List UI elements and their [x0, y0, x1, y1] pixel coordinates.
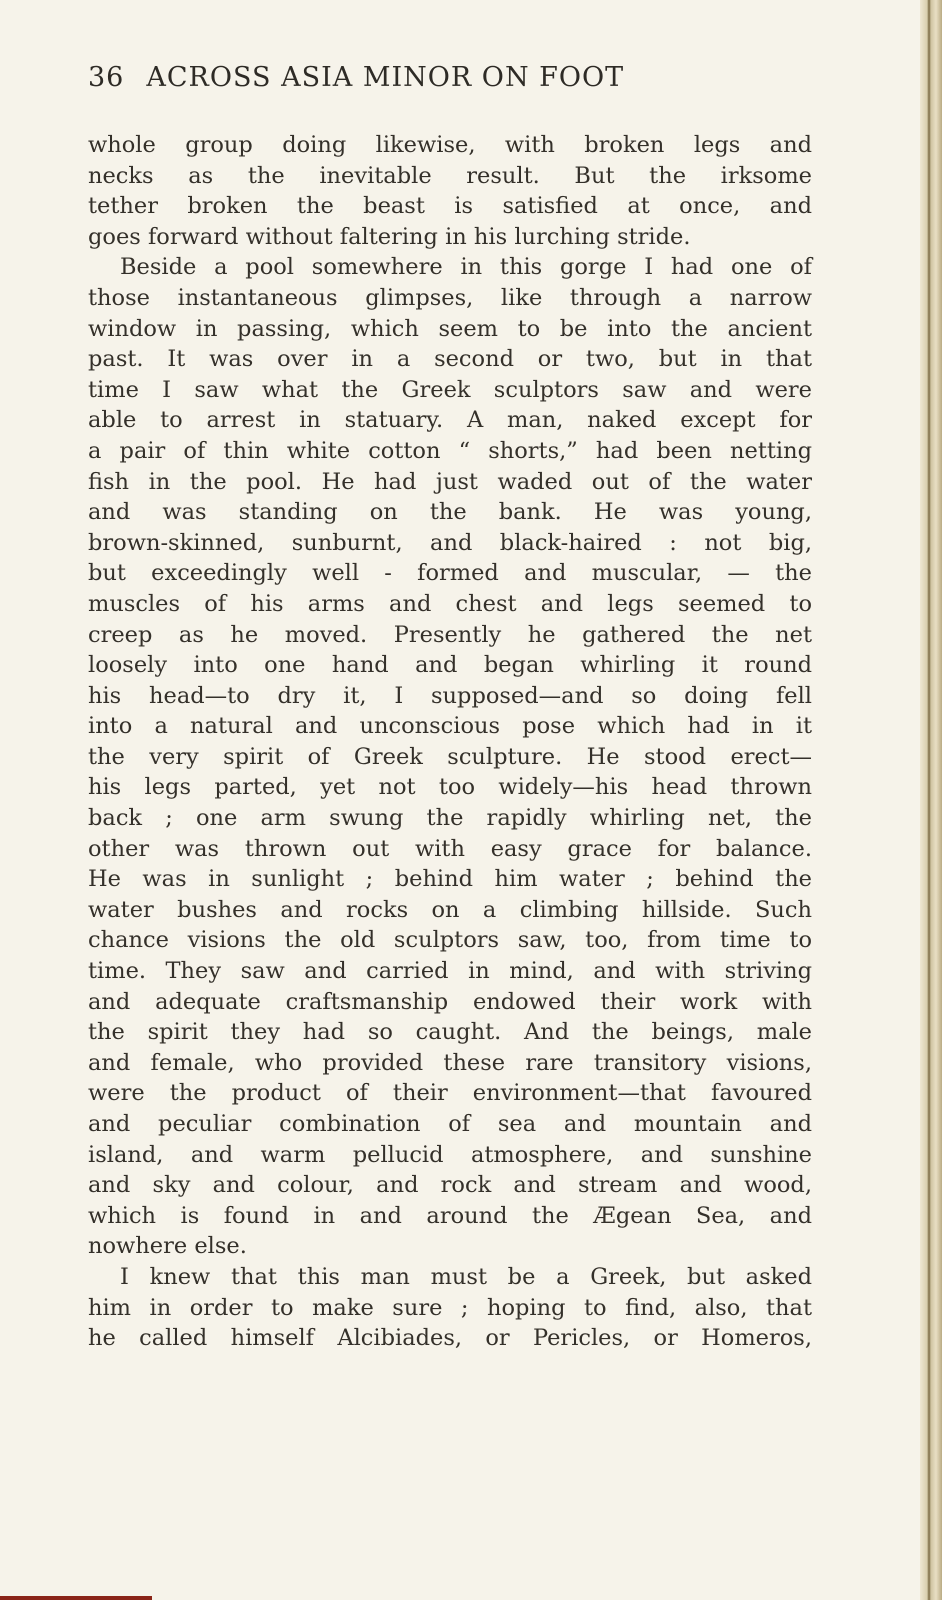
running-header [88, 62, 828, 93]
text-line: his head—to dry it, I supposed—and so doing fell [88, 682, 812, 709]
text-line: time. They saw and carried in mind, and with striving [88, 958, 812, 985]
text-line: his legs parted, yet not too widely—his head thrown [88, 774, 812, 801]
page-edge [920, 0, 942, 1600]
text-line: were the product of their environment—that favoured [88, 1080, 812, 1107]
text-line: nowhere else. [88, 1233, 247, 1260]
text-line: back ; one arm swung the rapidly whirling net, the [88, 805, 812, 832]
text-line: tether broken the beast is satisfied at once, and [88, 193, 812, 220]
body-text [88, 130, 812, 1354]
text-line: goes forward without faltering in his lurching stride. [88, 223, 691, 250]
text-line: I knew that this man must be a Greek, but asked [120, 1263, 812, 1290]
text-line: he called himself Alcibiades, or Pericles, or Homeros, [88, 1325, 812, 1352]
text-line: into a natural and unconscious pose which had in it [88, 713, 812, 740]
text-line: the very spirit of Greek sculpture. He stood erect— [88, 743, 812, 770]
text-line: a pair of thin white cotton “ shorts,” had been netting [88, 437, 812, 464]
text-line: fish in the pool. He had just waded out of the water [88, 468, 812, 495]
text-line: Beside a pool somewhere in this gorge I had one of [120, 254, 812, 281]
text-line: brown-skinned, sunburnt, and black-haired : not big, [88, 529, 812, 556]
text-line: other was thrown out with easy grace for balance. [88, 835, 812, 862]
text-line: necks as the inevitable result. But the irksome [88, 162, 812, 189]
text-line: the spirit they had so caught. And the beings, male [88, 1019, 812, 1046]
text-line: muscles of his arms and chest and legs seemed to [88, 590, 812, 617]
text-line: island, and warm pellucid atmosphere, and sunshine [88, 1141, 812, 1168]
text-line: chance visions the old sculptors saw, too, from time to [88, 927, 812, 954]
text-line: water bushes and rocks on a climbing hillside. Such [88, 896, 812, 923]
running-title: ACROSS ASIA MINOR ON FOOT [146, 62, 625, 93]
text-line: those instantaneous glimpses, like through a narrow [88, 284, 812, 311]
text-line: whole group doing likewise, with broken legs and [88, 132, 812, 158]
text-line: and adequate craftsmanship endowed their work with [88, 988, 812, 1015]
text-line: window in passing, which seem to be into the ancient [88, 315, 812, 342]
text-line: past. It was over in a second or two, but in that [88, 346, 812, 373]
page-number: 36 [88, 62, 125, 93]
text-line: which is found in and around the Ægean Sea, and [88, 1202, 812, 1229]
text-line: creep as he moved. Presently he gathered the net [88, 621, 812, 648]
text-line: He was in sunlight ; behind him water ; behind the [88, 866, 812, 893]
text-line: and sky and colour, and rock and stream and wood, [88, 1172, 812, 1199]
text-line: able to arrest in statuary. A man, naked except for [88, 407, 812, 434]
text-line: and was standing on the bank. He was young, [88, 499, 812, 526]
text-line: and peculiar combination of sea and mountain and [88, 1111, 812, 1137]
text-line: and female, who provided these rare transitory visions, [88, 1049, 812, 1076]
text-line: time I saw what the Greek sculptors saw and were [88, 376, 812, 403]
text-line: loosely into one hand and began whirling it round [88, 652, 812, 679]
bottom-edge-mark [0, 1596, 152, 1600]
text-line: him in order to make sure ; hoping to find, also, that [88, 1294, 812, 1321]
text-line: but exceedingly well - formed and muscular, — the [88, 560, 812, 587]
